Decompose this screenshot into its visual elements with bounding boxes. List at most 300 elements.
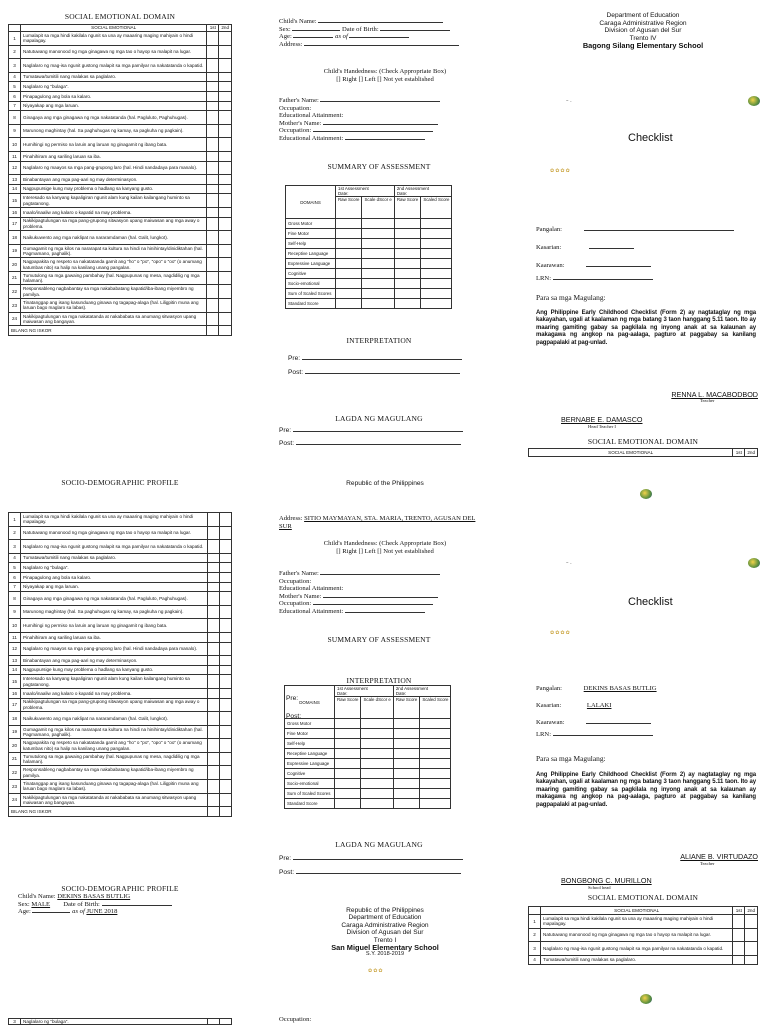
score-1st-cell[interactable]: [207, 271, 219, 285]
score-1st-cell[interactable]: [208, 766, 220, 780]
post-label: Post:: [288, 369, 304, 376]
score-2nd-cell[interactable]: [219, 244, 232, 258]
item-text: Tinatanggap ang isang kasunduang ginawa ng tagapag-alaga (hal. Liligpitin muna ang laruan bago maglaro sa labas).: [21, 299, 207, 313]
raw-2-cell[interactable]: [394, 249, 420, 259]
score-2nd-cell[interactable]: [220, 605, 232, 619]
scaled-2-cell[interactable]: [421, 279, 452, 289]
score-2nd-cell[interactable]: [219, 91, 232, 101]
scaled-1-cell[interactable]: [362, 239, 394, 249]
item-text: Gumagamit ng mga kilos na nararapat sa kultura na hindi na hinihintay/dinidiktahan (hal. Pagmamano, paghalik).: [21, 725, 208, 739]
decor-stamp-2-icon: ✿✿✿: [368, 968, 384, 974]
raw-1-cell[interactable]: [335, 729, 361, 739]
score-2nd-cell[interactable]: [220, 563, 232, 573]
educ-label-2: Educational Attainment:: [279, 134, 344, 142]
score-1st-cell[interactable]: [208, 642, 220, 656]
scaled-1-cell[interactable]: [361, 769, 393, 779]
score-2nd-cell[interactable]: [219, 124, 232, 138]
raw-2-cell[interactable]: [393, 759, 419, 769]
division-label: Division of Agusan del Sur: [604, 27, 682, 35]
item-text: Naglalaro ng mag-isa ngunit gustong malapit sa mga pamilyar na nakatatanda o kapatid.: [541, 942, 733, 956]
scaled-score-header: Scale dScor e: [362, 197, 394, 219]
score-2nd-cell[interactable]: [219, 285, 232, 299]
table-row: [9, 72, 232, 82]
scaled-1-cell[interactable]: [361, 719, 393, 729]
item-text: Pinahihiram ang sariling laruan sa iba.: [21, 632, 208, 642]
score-2nd-cell[interactable]: [220, 619, 232, 633]
scaled-2-cell[interactable]: [420, 799, 451, 809]
score-2nd-cell[interactable]: [219, 217, 232, 231]
score-1st-cell[interactable]: [208, 563, 220, 573]
score-2nd-cell[interactable]: [220, 553, 232, 563]
checklist-title-2: Checklist: [628, 596, 673, 608]
raw-1-cell[interactable]: [335, 719, 361, 729]
row-number: 24: [9, 312, 21, 326]
scaled-2-cell[interactable]: [420, 719, 451, 729]
score-1st-cell[interactable]: [208, 605, 220, 619]
scaled-2-cell[interactable]: [421, 219, 452, 229]
score-1st-cell[interactable]: [208, 553, 220, 563]
score-1st-cell[interactable]: [208, 592, 220, 606]
date-label: Date:: [337, 691, 348, 696]
pangalan-label: Pangalan:: [536, 226, 563, 233]
score-1st-cell[interactable]: [207, 111, 219, 125]
table-row: [9, 656, 232, 666]
item-text: Tumatawa/tumitili nang malakas sa paglalaro.: [21, 553, 208, 563]
score-1st-cell[interactable]: [207, 124, 219, 138]
item-text: Responsableng nagbabantay sa mga nakababatang kapatid/iba-ibang miyembro ng pamilya.: [21, 285, 207, 299]
occupation-label: Occupation:: [279, 104, 312, 112]
item-text: Interesado sa kanyang kapaligiran ngunit alam kung kailan kailangang huminto sa pagtatanong.: [21, 675, 208, 689]
score-1st-cell[interactable]: [207, 312, 219, 326]
score-2nd-cell[interactable]: [220, 739, 232, 753]
scaled-2-cell[interactable]: [420, 729, 451, 739]
raw-1-cell[interactable]: [336, 299, 362, 309]
raw-2-cell[interactable]: [393, 719, 419, 729]
row-number: 14: [9, 184, 21, 194]
row-number: 14: [9, 665, 21, 675]
deped-label: Department of Education: [606, 12, 680, 19]
table-row: [9, 632, 232, 642]
domain-row: [285, 799, 451, 809]
domain-row: [285, 779, 451, 789]
domain-row: [286, 249, 452, 259]
item-text: Tumatawa/tumitili nang malakas sa paglalaro.: [21, 72, 207, 82]
scaled-2-cell[interactable]: [421, 239, 452, 249]
raw-1-cell[interactable]: [336, 239, 362, 249]
para-body-2: Ang Philippine Early Childhood Checklist (Form 2) ay nagtataglay ng mga kakayahan, ugali at kaalaman ng mga batang 3 taon hanggang 5.11 taon. Ito ay maaring gamiting gabay sa pagkilala ng inyong anak at sa kalaunan ay makagawa ng angkop na pag-aalaga, pagturo at paggabay sa kanilang pagpapalaki at pag-unlad.: [536, 772, 756, 808]
scaled-1-cell[interactable]: [361, 749, 393, 759]
score-1st-cell[interactable]: [208, 540, 220, 554]
raw-1-cell[interactable]: [335, 779, 361, 789]
raw-2-cell[interactable]: [394, 259, 420, 269]
score-1st-cell[interactable]: [208, 665, 220, 675]
district-2: Trento I: [373, 936, 397, 944]
score-1st-cell[interactable]: [207, 138, 219, 152]
score-1st-cell[interactable]: [733, 928, 745, 942]
row-number: 22: [9, 285, 21, 299]
score-2nd-cell[interactable]: [219, 175, 232, 185]
se-mini-table-2: [528, 906, 758, 965]
score-1st-cell[interactable]: [208, 712, 220, 726]
row-number: 9: [9, 605, 21, 619]
scaled-1-cell[interactable]: [362, 249, 394, 259]
score-2nd-cell[interactable]: [220, 698, 232, 712]
table-row: [9, 184, 232, 194]
raw-score-header: Raw Score: [335, 697, 361, 719]
row-number: 12: [9, 161, 21, 175]
score-2nd-cell[interactable]: [219, 138, 232, 152]
checklist-title-1: Checklist: [628, 132, 673, 144]
table-row: [9, 124, 232, 138]
score-2nd-cell[interactable]: [220, 665, 232, 675]
item-text: Pinapagulong ang bola sa kalaro.: [21, 572, 208, 582]
table-row: [9, 59, 232, 73]
score-2nd-cell[interactable]: [220, 632, 232, 642]
score-2nd-cell[interactable]: [220, 513, 232, 527]
item-text: Naikukuwento ang mga naklipat na nararamdaman (hal. Galit, lungkot).: [21, 712, 208, 726]
scaled-2-cell[interactable]: [420, 739, 451, 749]
domain-label: Socio-emotional: [286, 279, 336, 289]
score-1st-cell[interactable]: [207, 258, 219, 272]
score-1st-cell[interactable]: [207, 59, 219, 73]
raw-1-cell[interactable]: [336, 249, 362, 259]
handedness-block-2: [290, 540, 480, 555]
score-1st-cell[interactable]: [207, 175, 219, 185]
raw-2-cell[interactable]: [393, 789, 419, 799]
score-1st-cell[interactable]: [733, 915, 745, 929]
domain-label: Expressive Language: [286, 259, 336, 269]
item-text: Humihingi ng permiso na laruin ang laruan ng ginagamit ng ibang bata.: [21, 138, 207, 152]
col-1st: 1st: [207, 25, 219, 32]
scaled-1-cell[interactable]: [361, 729, 393, 739]
score-2nd-cell[interactable]: [219, 82, 232, 92]
table-row: [9, 91, 232, 101]
mini-col-1st: 1st: [733, 449, 745, 457]
score-1st-cell[interactable]: [733, 955, 745, 965]
table-row: [9, 513, 232, 527]
item-text: Nagpupursige kung may problema o hadlang sa kanyang gusto.: [21, 665, 208, 675]
scaled-1-cell[interactable]: [361, 789, 393, 799]
pangalan-label-2: Pangalan:: [536, 685, 563, 692]
table-row: [9, 244, 232, 258]
row-number: 1: [9, 32, 21, 46]
sex-label: Sex:: [279, 25, 291, 33]
score-1st-cell[interactable]: [207, 231, 219, 245]
decor-stamp-icon: ✿✿✿✿: [550, 168, 571, 174]
score-1st-cell[interactable]: [208, 582, 220, 592]
score-1st-cell[interactable]: [208, 632, 220, 642]
raw-2-cell[interactable]: [394, 269, 420, 279]
scaled-1-cell[interactable]: [362, 259, 394, 269]
score-1st-cell[interactable]: [207, 161, 219, 175]
score-1st-cell[interactable]: [208, 572, 220, 582]
scaled-1-cell[interactable]: [362, 299, 394, 309]
score-1st-cell[interactable]: [208, 656, 220, 666]
item-text: Niyayakap ang mga laruan.: [21, 582, 208, 592]
raw-2-cell[interactable]: [394, 219, 420, 229]
score-2nd-cell[interactable]: [219, 231, 232, 245]
domain-row: [286, 219, 452, 229]
raw-2-cell[interactable]: [393, 739, 419, 749]
domain-row: [285, 759, 451, 769]
scaled-2-cell[interactable]: [420, 769, 451, 779]
occupation-label-3: Occupation:: [279, 577, 312, 585]
table-row: [9, 312, 232, 326]
raw-2-cell[interactable]: [394, 289, 420, 299]
row-number: 1: [529, 915, 541, 929]
score-1st-cell[interactable]: [207, 194, 219, 208]
score-2nd-cell[interactable]: [220, 725, 232, 739]
table-row: [9, 698, 232, 712]
scaled-2-cell[interactable]: [421, 249, 452, 259]
sex-value: MALE: [31, 900, 51, 908]
age-label: Age:: [279, 33, 292, 41]
item-text: Binabantayan ang mga pag-aari ng may determinasyon.: [21, 656, 208, 666]
domain-label: Sum of Scaled Scores: [286, 289, 336, 299]
score-1st-cell[interactable]: [207, 101, 219, 111]
raw-2-cell[interactable]: [394, 229, 420, 239]
score-2nd-cell[interactable]: [220, 656, 232, 666]
scaled-1-cell[interactable]: [362, 219, 394, 229]
educ-label-4: Educational Attainment:: [279, 607, 344, 615]
mother-label: Mother's Name:: [279, 119, 322, 127]
score-2nd-cell[interactable]: [219, 59, 232, 73]
score-2nd-cell[interactable]: [220, 572, 232, 582]
row-number: 8: [9, 111, 21, 125]
scaled-2-cell[interactable]: [421, 229, 452, 239]
score-2nd-cell[interactable]: [220, 582, 232, 592]
table-row: [9, 32, 232, 46]
raw-2-cell[interactable]: [393, 749, 419, 759]
raw-1-cell[interactable]: [335, 799, 361, 809]
score-1st-cell[interactable]: [208, 739, 220, 753]
raw-1-cell[interactable]: [335, 769, 361, 779]
item-text: Lumalapit sa mga hindi kakilala ngunit sa una ay maaaring maging mahiyain o hindi mapalagay.: [541, 915, 733, 929]
score-2nd-cell[interactable]: [219, 258, 232, 272]
score-2nd-cell[interactable]: [219, 32, 232, 46]
scaled-1-cell[interactable]: [361, 739, 393, 749]
score-2nd-cell[interactable]: [219, 161, 232, 175]
row-number: 3: [9, 59, 21, 73]
raw-1-cell[interactable]: [335, 749, 361, 759]
scaled-2-cell[interactable]: [420, 789, 451, 799]
kasarian-value: LALAKI: [586, 702, 612, 709]
scaled-2-cell[interactable]: [420, 759, 451, 769]
row-number: 10: [9, 138, 21, 152]
score-1st-cell[interactable]: [208, 752, 220, 766]
pre-sign-label: Pre:: [279, 427, 292, 434]
raw-score-header-2: Raw Score: [393, 697, 419, 719]
score-1st-cell[interactable]: [207, 184, 219, 194]
scaled-2-cell[interactable]: [420, 779, 451, 789]
raw-1-cell[interactable]: [335, 759, 361, 769]
domain-row: [285, 739, 451, 749]
dob-label: Date of Birth:: [342, 25, 379, 33]
score-1st-cell[interactable]: [208, 688, 220, 698]
domains-header: DOMAINS: [285, 686, 335, 719]
domain-label: Standard Score: [286, 299, 336, 309]
table-row: [9, 752, 232, 766]
row-number: 16: [9, 207, 21, 217]
score-1st-cell[interactable]: [208, 698, 220, 712]
scaled-2-cell[interactable]: [421, 259, 452, 269]
score-2nd-cell[interactable]: [220, 540, 232, 554]
score-1st-cell[interactable]: [208, 526, 220, 540]
domain-row: [285, 789, 451, 799]
score-1st-cell[interactable]: [207, 72, 219, 82]
score-2nd-cell[interactable]: [219, 151, 232, 161]
item-text: Nakikipagtulungan sa mga nakatatanda at nakababata sa anumang sitwasyon upang maiwasan ang bangayan.: [21, 312, 207, 326]
se-header: SOCIAL EMOTIONAL: [21, 25, 207, 32]
raw-2-cell[interactable]: [394, 239, 420, 249]
score-2nd-cell[interactable]: [745, 928, 758, 942]
row-number: 3: [529, 942, 541, 956]
table-row: [9, 712, 232, 726]
table-row: [9, 151, 232, 161]
score-1st-cell[interactable]: [207, 91, 219, 101]
se-title: SOCIAL EMOTIONAL DOMAIN: [64, 12, 176, 21]
republic-2: Republic of the Philippines: [346, 907, 424, 914]
raw-1-cell[interactable]: [336, 229, 362, 239]
table-row: [529, 955, 758, 965]
table-row: [9, 111, 232, 125]
score-2nd-cell[interactable]: [220, 675, 232, 689]
raw-1-cell[interactable]: [335, 789, 361, 799]
scaled-1-cell[interactable]: [361, 779, 393, 789]
score-2nd-cell[interactable]: [219, 271, 232, 285]
table-row: [9, 572, 232, 582]
score-2nd-cell[interactable]: [219, 312, 232, 326]
domain-row: [286, 239, 452, 249]
score-1st-cell[interactable]: [733, 942, 745, 956]
raw-2-cell[interactable]: [394, 279, 420, 289]
domains-header: DOMAINS: [286, 186, 336, 219]
raw-1-cell[interactable]: [335, 739, 361, 749]
row-number: 16: [9, 688, 21, 698]
score-1st-cell[interactable]: [207, 285, 219, 299]
handedness-block-1: [290, 68, 480, 83]
score-2nd-cell[interactable]: [745, 915, 758, 929]
scaled-1-cell[interactable]: [362, 289, 394, 299]
scaled-1-cell[interactable]: [362, 279, 394, 289]
scaled-2-cell[interactable]: [421, 269, 452, 279]
kasarian-label: Kasarian:: [536, 244, 562, 251]
scaled-1-cell[interactable]: [361, 759, 393, 769]
domain-row: [285, 729, 451, 739]
lrn-label-2: LRN:: [536, 731, 552, 738]
score-2nd-cell[interactable]: [219, 45, 232, 59]
score-2nd-cell[interactable]: [220, 780, 232, 794]
score-2nd-cell[interactable]: [220, 526, 232, 540]
domain-row: [285, 749, 451, 759]
score-2nd-cell[interactable]: [745, 942, 758, 956]
score-1st-cell[interactable]: [208, 513, 220, 527]
row-number: 19: [9, 244, 21, 258]
table-row: [9, 780, 232, 794]
score-2nd-cell[interactable]: [220, 712, 232, 726]
raw-1-cell[interactable]: [336, 269, 362, 279]
raw-1-cell[interactable]: [336, 279, 362, 289]
handedness-options: [] Right [] Left [] Not yet established: [336, 75, 434, 83]
domain-row: [285, 719, 451, 729]
raw-1-cell[interactable]: [336, 259, 362, 269]
domain-row: [286, 259, 452, 269]
row-number: 3: [9, 540, 21, 554]
domain-label: Receptive Language: [285, 749, 335, 759]
score-1st-cell[interactable]: [207, 244, 219, 258]
score-1st-cell[interactable]: [207, 207, 219, 217]
score-1st-cell[interactable]: [207, 32, 219, 46]
scaled-2-cell[interactable]: [421, 299, 452, 309]
mini-col-2nd: 2nd: [745, 449, 758, 457]
table-row: [9, 675, 232, 689]
score-1st-cell[interactable]: [208, 780, 220, 794]
score-1st-cell[interactable]: [208, 619, 220, 633]
scaled-1-cell[interactable]: [361, 799, 393, 809]
teacher-role-1: Teacher: [700, 398, 715, 403]
score-1st-cell[interactable]: [207, 45, 219, 59]
item-text: Natutuwang manonood ng mga ginagawa ng mga tao o hayop sa malapit na lugar.: [21, 526, 208, 540]
score-2nd-cell[interactable]: [219, 111, 232, 125]
score-2nd-cell[interactable]: [219, 72, 232, 82]
row-number: 17: [9, 698, 21, 712]
score-2nd-cell[interactable]: [220, 688, 232, 698]
raw-1-cell[interactable]: [336, 289, 362, 299]
pre-sign-label-2: Pre:: [279, 855, 292, 862]
score-1st-cell[interactable]: [207, 151, 219, 161]
score-2nd-cell[interactable]: [220, 766, 232, 780]
score-2nd-cell[interactable]: [220, 752, 232, 766]
score-2nd-cell[interactable]: [745, 955, 758, 965]
para-title-2: Para sa mga Magulang:: [536, 754, 606, 763]
score-1st-cell[interactable]: [208, 725, 220, 739]
raw-2-cell[interactable]: [393, 779, 419, 789]
score-1st-cell[interactable]: [208, 675, 220, 689]
score-1st-cell[interactable]: [207, 299, 219, 313]
row-number: 24: [9, 793, 21, 807]
pre-label-2: Pre:: [286, 695, 299, 702]
score-1st-cell[interactable]: [207, 82, 219, 92]
score-1st-cell[interactable]: [208, 793, 220, 807]
scaled-1-cell[interactable]: [362, 229, 394, 239]
scaled-1-cell[interactable]: [362, 269, 394, 279]
score-1st-cell[interactable]: [207, 217, 219, 231]
region-label: Caraga Administrative Region: [599, 19, 687, 27]
se-page-3: 3 Naglalaro ng "bulaga".: [8, 1018, 232, 1025]
raw-1-cell[interactable]: [336, 219, 362, 229]
raw-2-cell[interactable]: [394, 299, 420, 309]
score-2nd-cell[interactable]: [219, 194, 232, 208]
bottom-item-3: Naglalaro ng "bulaga".: [21, 1019, 208, 1025]
raw-2-cell[interactable]: [393, 769, 419, 779]
score-2nd-cell[interactable]: [220, 592, 232, 606]
scaled-2-cell[interactable]: [420, 749, 451, 759]
raw-2-cell[interactable]: [393, 799, 419, 809]
raw-2-cell[interactable]: [393, 729, 419, 739]
domain-label: Cognitive: [286, 269, 336, 279]
score-2nd-cell[interactable]: [220, 793, 232, 807]
parents-block-2: [279, 570, 479, 616]
score-2nd-cell[interactable]: [220, 642, 232, 656]
score-2nd-cell[interactable]: [219, 184, 232, 194]
score-2nd-cell[interactable]: [219, 299, 232, 313]
post-sign-label-2: Post:: [279, 869, 295, 876]
scaled-2-cell[interactable]: [421, 289, 452, 299]
score-2nd-cell[interactable]: [219, 207, 232, 217]
se-mini-header-2: SOCIAL EMOTIONAL: [541, 907, 733, 915]
score-2nd-cell[interactable]: [219, 101, 232, 111]
mother-label-2: Mother's Name:: [279, 592, 322, 600]
